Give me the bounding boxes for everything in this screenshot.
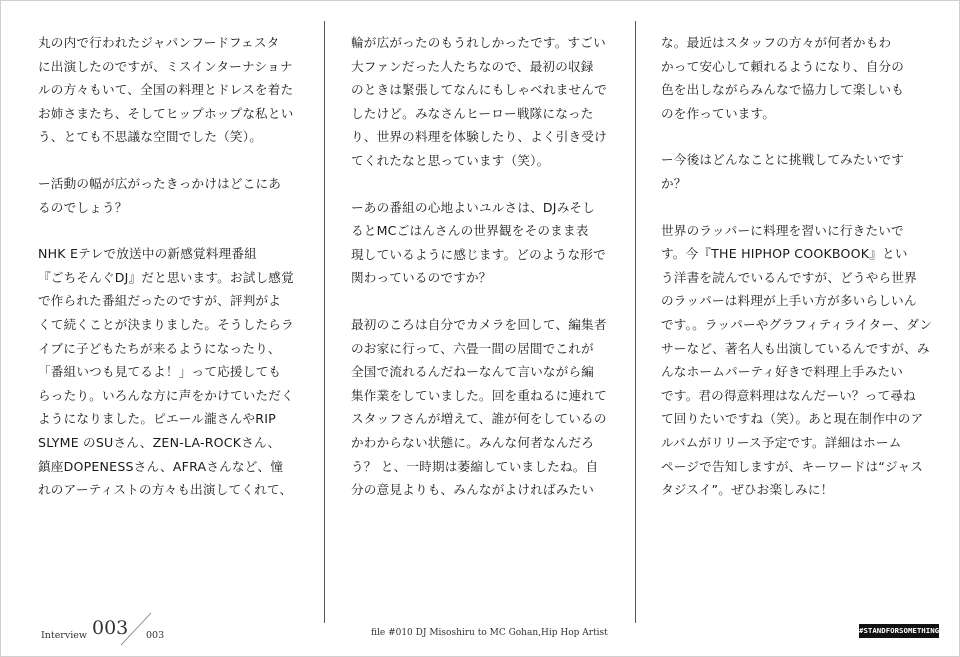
paragraph: NHK Eテレで放送中の新感覚料理番組 『ごちそんぐDJ』だと思います。お試し感覚 で作られた番組だったのですが、評判がよ くて続くことが決まりました。そうしたらラ イブに子どもたちが来るようになったり、 「番組いつも見てるよ！」って応援しても らったり。いろんな方に声をかけていただく ようになりました。ピエール瀧さんやRIP SLYME のSUさん、ZEN-LA-ROCKさん、 鎮座DOPENESSさん、AFRAさんなど、憧 れのアーティストの方々も出演してくれて、	[38, 246, 294, 498]
section-label: Interview	[41, 630, 88, 641]
text-column-2	[351, 31, 623, 525]
page-total: 003	[146, 630, 165, 641]
paragraph: 世界のラッパーに料理を習いに行きたいで す。今『THE HIPHOP COOKBOOK』とい う洋書を読んでいるんですが、どうやら世界 のラッパーは料理が上手い方が多いらしいん です。。ラッパーやグラフィティライター、ダン サーなど、著名人も出演しているんですが、み んなホームパーティ好きで料理上手みたい です。君の得意料理はなんだーい？って尋ね て回りたいですね（笑）。あと現在制作中のア ルバムがリリース予定です。詳細はホーム ページで告知しますが、キーワードは“ジャス タジスイ”。ぜひお楽しみに！	[661, 222, 933, 498]
paragraph: 最初のころは自分でカメラを回して、編集者 のお家に行って、六畳一間の居間でこれが 全国で流れるんだねーなんて言いながら編 集作業をしていました。回を重ねるに連れて スタッフさんが増えて、誰が何をしているの かわからない状態に。みんな何者なんだろ う？ と、一時期は萎縮していましたね。自 分の意見よりも、みんながよければみたい	[351, 316, 607, 498]
slash-divider-icon	[117, 611, 157, 647]
paragraph: な。最近はスタッフの方々が何者かもわ かって安心して頼れるようになり、自分の 色を出しながらみんなで協力して楽しいも のを作っています。	[661, 35, 905, 121]
text-column-3	[661, 31, 933, 525]
file-caption: file #010 DJ Misoshiru to MC Gohan,Hip Hop Artist	[371, 628, 608, 638]
page-number-block	[41, 619, 211, 649]
text-column-1	[38, 31, 310, 525]
question: ー今後はどんなことに挑戦してみたいです か？	[661, 152, 905, 191]
paragraph: 丸の内で行われたジャパンフードフェスタ に出演したのですが、ミスインターナショナ ルの方々もいて、全国の料理とドレスを着た お姉さまたち、そしてヒップホップな私とい う、とても不思議な空間でした（笑）。	[38, 35, 294, 145]
column-divider	[635, 21, 636, 623]
hashtag-badge: #STANDFORSOMETHING	[859, 624, 939, 638]
question: ー活動の幅が広がったきっかけはどこにあ るのでしょう？	[38, 175, 282, 215]
column-divider	[324, 21, 325, 623]
page-number: 003	[92, 617, 129, 639]
question: ーあの番組の心地よいユルさは、DJみそし るとMCごはんさんの世界観をそのまま表 現しているように感じます。どのような形で 関わっているのですか？	[351, 199, 606, 286]
paragraph: 輪が広がったのもうれしかったです。すごい 大ファンだった人たちなので、最初の収録 のときは緊張してなんにもしゃべれませんで したけど。みなさんヒーロー戦隊になった り、世界の料理を体験したり、よく引き受け てくれたなと思っています（笑）。	[351, 35, 607, 168]
